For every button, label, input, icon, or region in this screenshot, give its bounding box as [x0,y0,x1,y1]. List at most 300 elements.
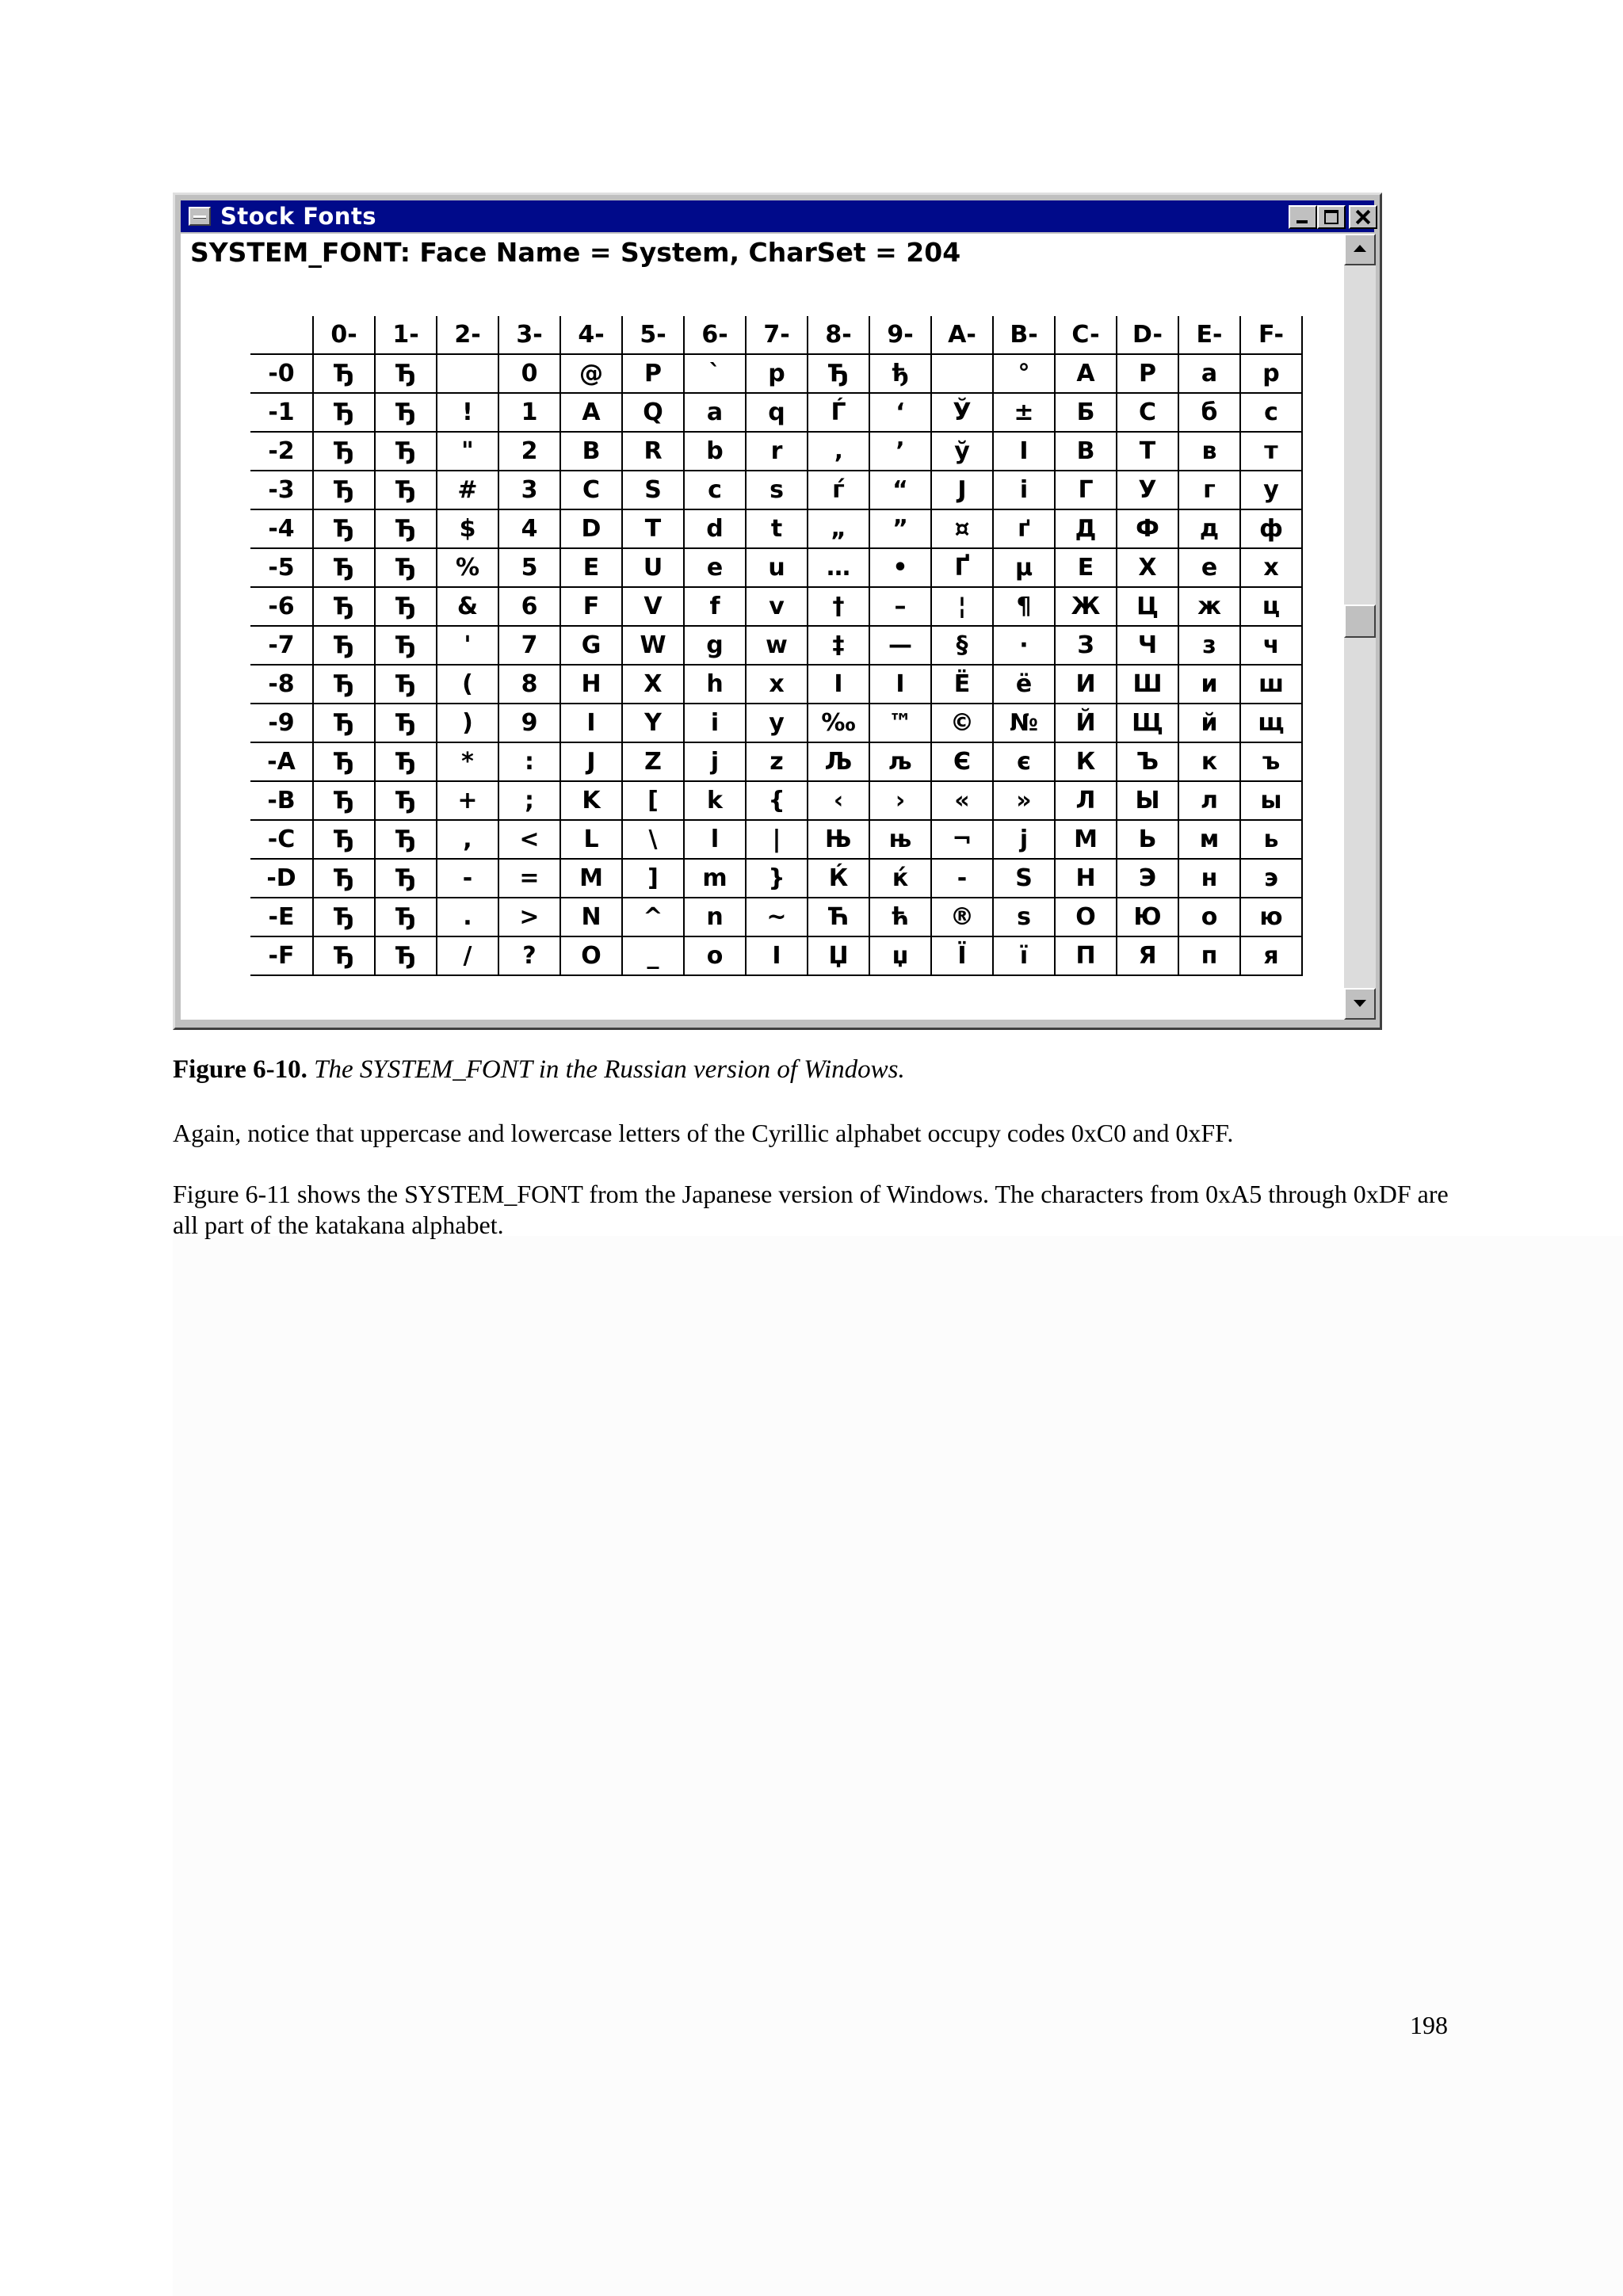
char-cell: с [1240,393,1302,432]
row-header: -4 [250,509,313,548]
char-cell: Ђ [375,393,437,432]
char-cell: Я [1117,936,1178,975]
char-cell: > [498,898,560,936]
char-cell: t [746,509,808,548]
char-cell: Ђ [375,898,437,936]
char-cell: П [1055,936,1117,975]
char-cell: j [993,820,1055,859]
char-cell: p [746,354,808,393]
char-cell: d [684,509,746,548]
char-cell: v [746,587,808,626]
char-cell: Ђ [313,509,375,548]
char-cell: Ђ [375,936,437,975]
row-header: -E [250,898,313,936]
char-cell: w [746,626,808,665]
char-cell: З [1055,626,1117,665]
char-cell: є [993,742,1055,781]
char-cell: Ђ [375,354,437,393]
body-paragraph: Again, notice that uppercase and lowercase letters of the Cyrillic alphabet occupy codes 0xC0 and 0xFF. [173,1119,1234,1147]
char-cell: ‰ [808,704,869,742]
row-header: -9 [250,704,313,742]
char-cell: Ђ [313,548,375,587]
close-button[interactable] [1349,205,1377,229]
char-cell: \ [622,820,684,859]
figure-caption [173,1054,905,1085]
char-cell: ь [1240,820,1302,859]
column-header: B- [993,316,1055,354]
char-cell: | [746,820,808,859]
char-cell: Z [622,742,684,781]
char-cell: , [437,820,498,859]
char-cell: S [622,471,684,509]
char-cell: т [1240,432,1302,471]
body-paragraph: Figure 6-11 shows the SYSTEM_FONT from the Japanese version of Windows. The characters from 0xA5 through 0xDF are all part of the katakana alphabet. [173,1180,1449,1239]
char-cell: • [869,548,931,587]
char-cell: Э [1117,859,1178,898]
char-cell: ¤ [931,509,993,548]
row-header: -C [250,820,313,859]
char-cell: ` [684,354,746,393]
row-header: -A [250,742,313,781]
vertical-scrollbar[interactable] [1344,234,1376,1020]
char-cell: … [808,548,869,587]
char-cell: д [1178,509,1240,548]
maximize-button[interactable] [1317,205,1346,229]
char-cell: э [1240,859,1302,898]
table-row [250,471,1302,509]
char-cell: ї [993,936,1055,975]
char-cell: И [1055,665,1117,704]
char-cell: Ђ [375,859,437,898]
char-cell: М [1055,820,1117,859]
char-cell: б [1178,393,1240,432]
char-cell: Ѕ [993,859,1055,898]
char-cell: · [993,626,1055,665]
char-cell: ? [498,936,560,975]
char-cell: Ѓ [808,393,869,432]
char-cell: Ы [1117,781,1178,820]
char-cell: ы [1240,781,1302,820]
system-menu-icon[interactable] [189,207,211,226]
char-cell: _ [622,936,684,975]
char-cell: і [993,471,1055,509]
char-cell: ¦ [931,587,993,626]
char-cell: ‚ [808,432,869,471]
char-cell: з [1178,626,1240,665]
char-cell: › [869,781,931,820]
char-cell: о [1178,898,1240,936]
char-cell: ц [1240,587,1302,626]
char-cell: { [746,781,808,820]
row-header: -5 [250,548,313,587]
char-cell: Ё [931,665,993,704]
table-row [250,509,1302,548]
char-cell: R [622,432,684,471]
char-cell: § [931,626,993,665]
char-cell: Ђ [313,936,375,975]
char-cell: [ [622,781,684,820]
char-cell: j [684,742,746,781]
char-cell: ! [437,393,498,432]
char-cell: 5 [498,548,560,587]
char-cell: ‹ [808,781,869,820]
char-cell: r [746,432,808,471]
char-cell: Њ [808,820,869,859]
char-cell: Ђ [375,820,437,859]
column-header: 2- [437,316,498,354]
char-cell: ѕ [993,898,1055,936]
char-cell: ~ [746,898,808,936]
char-cell: I [808,665,869,704]
char-cell: Ђ [375,587,437,626]
char-cell: ў [931,432,993,471]
char-cell: " [437,432,498,471]
column-header: 0- [313,316,375,354]
char-cell: - [931,859,993,898]
char-cell: 3 [498,471,560,509]
char-cell: І [993,432,1055,471]
char-cell: f [684,587,746,626]
char-cell: н [1178,859,1240,898]
char-cell: – [869,587,931,626]
char-cell: I [869,665,931,704]
char-cell: $ [437,509,498,548]
char-cell: Љ [808,742,869,781]
char-cell: / [437,936,498,975]
char-cell: й [1178,704,1240,742]
char-cell: W [622,626,684,665]
table-row [250,665,1302,704]
column-header: E- [1178,316,1240,354]
char-cell: - [437,859,498,898]
char-cell: Ђ [313,781,375,820]
char-cell: 2 [498,432,560,471]
char-cell: E [560,548,622,587]
minimize-button[interactable] [1289,205,1317,229]
table-row [250,859,1302,898]
char-cell: у [1240,471,1302,509]
char-cell: ° [993,354,1055,393]
scroll-up-arrow-icon[interactable] [1344,234,1376,265]
char-cell: T [622,509,684,548]
char-cell: s [746,471,808,509]
char-cell: » [993,781,1055,820]
column-header: 5- [622,316,684,354]
char-cell: I [746,936,808,975]
char-cell: е [1178,548,1240,587]
char-cell: 9 [498,704,560,742]
char-cell: < [498,820,560,859]
window-title: Stock Fonts [220,203,377,230]
char-cell: G [560,626,622,665]
char-cell: g [684,626,746,665]
char-cell: ґ [993,509,1055,548]
char-cell: # [437,471,498,509]
row-header: -1 [250,393,313,432]
char-cell: Ђ [313,859,375,898]
char-cell: А [1055,354,1117,393]
char-cell: 6 [498,587,560,626]
char-cell: Ђ [313,626,375,665]
char-cell: Ђ [375,432,437,471]
table-row [250,393,1302,432]
char-cell: п [1178,936,1240,975]
char-cell: ’ [869,432,931,471]
char-cell: ‡ [808,626,869,665]
table-row [250,820,1302,859]
char-cell: Ъ [1117,742,1178,781]
char-cell: « [931,781,993,820]
char-cell: Ђ [375,665,437,704]
char-cell: Е [1055,548,1117,587]
char-cell: л [1178,781,1240,820]
char-cell: Ч [1117,626,1178,665]
scroll-down-arrow-icon[interactable] [1344,988,1376,1020]
char-cell: l [684,820,746,859]
char-cell: D [560,509,622,548]
table-row [250,781,1302,820]
char-cell: h [684,665,746,704]
char-cell: О [1055,898,1117,936]
row-header: -F [250,936,313,975]
char-cell: c [684,471,746,509]
char-cell: C [560,471,622,509]
title-bar[interactable] [181,200,1374,232]
char-cell [437,354,498,393]
char-cell: F [560,587,622,626]
char-cell: 4 [498,509,560,548]
row-header: -6 [250,587,313,626]
column-header: 4- [560,316,622,354]
char-cell: J [560,742,622,781]
char-cell: a [684,393,746,432]
char-cell: к [1178,742,1240,781]
page-background [173,1236,1623,2296]
column-header: A- [931,316,993,354]
char-cell: Л [1055,781,1117,820]
table-row [250,432,1302,471]
column-header: 8- [808,316,869,354]
char-cell: в [1178,432,1240,471]
table-row [250,548,1302,587]
char-cell: Ф [1117,509,1178,548]
row-header: -2 [250,432,313,471]
char-cell: y [746,704,808,742]
table-row [250,626,1302,665]
char-cell: № [993,704,1055,742]
char-cell: & [437,587,498,626]
char-cell: . [437,898,498,936]
row-header: -8 [250,665,313,704]
table-row [250,898,1302,936]
char-cell: u [746,548,808,587]
char-cell: M [560,859,622,898]
char-cell: ђ [869,354,931,393]
char-cell: Ђ [375,626,437,665]
char-cell: Ђ [375,548,437,587]
table-row [250,704,1302,742]
char-cell: Ђ [808,354,869,393]
table-row [250,936,1302,975]
char-cell: м [1178,820,1240,859]
row-header: -7 [250,626,313,665]
char-cell: Ђ [313,354,375,393]
char-cell: Ђ [313,665,375,704]
char-cell: Ц [1117,587,1178,626]
char-cell: Ђ [375,471,437,509]
char-cell: Н [1055,859,1117,898]
char-cell: V [622,587,684,626]
char-cell: ё [993,665,1055,704]
char-cell: % [437,548,498,587]
char-cell: Ђ [313,742,375,781]
char-cell: ¶ [993,587,1055,626]
char-cell: К [1055,742,1117,781]
char-cell: Ђ [313,820,375,859]
char-cell: Ђ [313,471,375,509]
char-cell: I [560,704,622,742]
stock-fonts-window [173,193,1382,1030]
char-cell: — [869,626,931,665]
char-cell: Ї [931,936,993,975]
character-table [250,316,1303,976]
scrollbar-thumb[interactable] [1344,605,1376,638]
char-cell: „ [808,509,869,548]
table-row [250,587,1302,626]
column-header: 1- [375,316,437,354]
char-cell: Ђ [313,432,375,471]
char-cell: ш [1240,665,1302,704]
char-cell: њ [869,820,931,859]
char-cell: ќ [869,859,931,898]
char-cell: Ђ [313,704,375,742]
char-cell: Щ [1117,704,1178,742]
char-cell: N [560,898,622,936]
char-cell: 0 [498,354,560,393]
char-cell: ъ [1240,742,1302,781]
char-cell: © [931,704,993,742]
char-cell: } [746,859,808,898]
char-cell: Д [1055,509,1117,548]
column-header: 6- [684,316,746,354]
row-header: -D [250,859,313,898]
char-cell: Ў [931,393,993,432]
char-cell: Є [931,742,993,781]
char-cell: Т [1117,432,1178,471]
char-cell: i [684,704,746,742]
page-number: 198 [1410,2011,1448,2039]
char-cell: e [684,548,746,587]
column-header: 3- [498,316,560,354]
char-cell: 1 [498,393,560,432]
font-info-heading: SYSTEM_FONT: Face Name = System, CharSet = 204 [190,237,961,268]
char-cell: Q [622,393,684,432]
row-header: -0 [250,354,313,393]
table-corner [250,316,313,354]
char-cell: Џ [808,936,869,975]
char-cell: ю [1240,898,1302,936]
char-cell: Ќ [808,859,869,898]
char-cell: ѓ [808,471,869,509]
char-cell: z [746,742,808,781]
char-cell: ¬ [931,820,993,859]
char-cell: Ј [931,471,993,509]
char-cell: ” [869,509,931,548]
char-cell: Ћ [808,898,869,936]
char-cell: Ђ [375,742,437,781]
char-cell: С [1117,393,1178,432]
char-cell: O [560,936,622,975]
char-cell: и [1178,665,1240,704]
char-cell: ™ [869,704,931,742]
column-header: 7- [746,316,808,354]
char-cell: х [1240,548,1302,587]
char-cell: 8 [498,665,560,704]
char-cell: љ [869,742,931,781]
char-cell: г [1178,471,1240,509]
char-cell: A [560,393,622,432]
char-cell: У [1117,471,1178,509]
row-header: -B [250,781,313,820]
char-cell: 7 [498,626,560,665]
char-cell: Р [1117,354,1178,393]
column-header: D- [1117,316,1178,354]
char-cell: Ђ [313,898,375,936]
caption-label: Figure 6-10. [173,1055,307,1084]
char-cell: ] [622,859,684,898]
char-cell: ( [437,665,498,704]
char-cell: @ [560,354,622,393]
char-cell [931,354,993,393]
client-area [181,234,1344,1020]
char-cell: ^ [622,898,684,936]
char-cell: ч [1240,626,1302,665]
char-cell: K [560,781,622,820]
char-cell: k [684,781,746,820]
char-cell: ж [1178,587,1240,626]
column-header: C- [1055,316,1117,354]
char-cell: + [437,781,498,820]
column-header-row [250,316,1302,354]
char-cell: ф [1240,509,1302,548]
char-cell: Ж [1055,587,1117,626]
char-cell: Y [622,704,684,742]
char-cell: В [1055,432,1117,471]
char-cell: Ђ [375,509,437,548]
char-cell: џ [869,936,931,975]
char-cell: Ш [1117,665,1178,704]
column-header: 9- [869,316,931,354]
char-cell: X [622,665,684,704]
char-cell: ) [437,704,498,742]
char-cell: ± [993,393,1055,432]
char-cell: : [498,742,560,781]
char-cell: † [808,587,869,626]
char-cell: Ђ [375,704,437,742]
char-cell: B [560,432,622,471]
char-cell: р [1240,354,1302,393]
char-cell: ; [498,781,560,820]
char-cell: Й [1055,704,1117,742]
char-cell: P [622,354,684,393]
char-cell: Ђ [375,781,437,820]
char-cell: x [746,665,808,704]
char-cell: Ю [1117,898,1178,936]
char-cell: n [684,898,746,936]
char-cell: “ [869,471,931,509]
char-cell: Б [1055,393,1117,432]
char-cell: Ґ [931,548,993,587]
